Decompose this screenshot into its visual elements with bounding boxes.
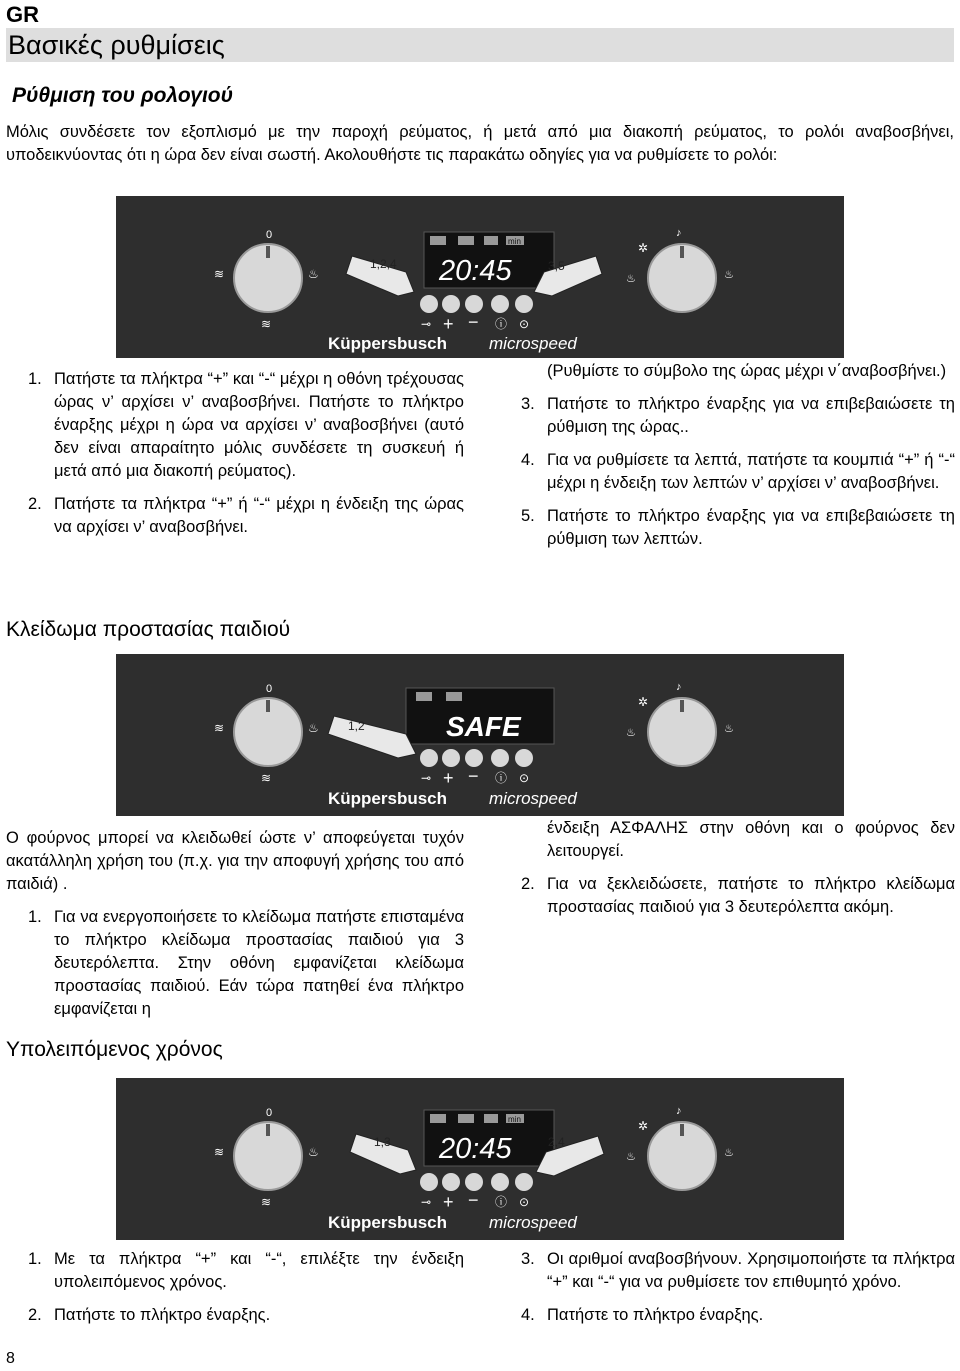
svg-text:♨: ♨ — [724, 1147, 734, 1159]
svg-text:⊸: ⊸ — [421, 317, 432, 331]
page-title: Βασικές ρυθμίσεις — [6, 28, 954, 62]
svg-text:⊙: ⊙ — [519, 317, 530, 331]
remaining-steps-left — [28, 1248, 464, 1337]
clock-intro: Μόλις συνδέσετε τον εξοπλισμό με την παροχή ρεύματος, ή μετά από μια διακοπή ρεύματος, το ρολόι αναβοσβήνει, υποδεικνύοντας ότι η ώρα δεν είναι σωστή. Ακολουθήστε τις παρακάτω οδηγίες για να ρυθμίσετε το ρολόι: — [6, 123, 954, 164]
svg-text:−: − — [468, 766, 479, 786]
list-item: (Ρυθμίστε το σύμβολο της ώρας μέχρι ν΄αναβοσβήνει.) — [547, 362, 947, 380]
language-code: GR — [6, 2, 39, 27]
finger-label-left: 1,2,4 — [370, 257, 397, 271]
svg-text:−: − — [468, 1190, 479, 1210]
svg-text:✲: ✲ — [638, 695, 649, 709]
svg-text:microspeed: microspeed — [489, 789, 577, 808]
svg-text:♨: ♨ — [308, 267, 319, 281]
list-item: 2. Πατήστε το πλήκτρο έναρξης. — [28, 1306, 271, 1324]
svg-text:✲: ✲ — [638, 1119, 649, 1133]
childlock-right — [521, 817, 955, 929]
childlock-intro: Ο φούρνος μπορεί να κλειδωθεί ώστε ν’ αποφεύγεται τυχόν ακατάλληλη χρήση του (π.χ. για την αποφυγή χρήσης του από παιδιά) . — [6, 829, 464, 893]
brand-label: Küppersbusch — [328, 334, 448, 353]
control-panel-remaining — [116, 1078, 844, 1240]
svg-text:♨: ♨ — [724, 269, 734, 281]
page-number: 8 — [6, 1350, 15, 1367]
childlock-left — [6, 827, 464, 1031]
svg-text:♨: ♨ — [626, 273, 636, 285]
list-item: 1. Για να ενεργοποιήσετε το κλείδωμα πατήστε επισταμένα το πλήκτρο κλείδωμα προστασίας παιδιού για 3 δευτερόλεπτα. Στην οθόνη εμφανίζεται κλείδωμα προστασίας παιδιού. Εάν τώρα πατηθεί ένα πλήκτρο εμφανίζεται η — [28, 908, 464, 1018]
section-heading-remaining: Υπολειπόμενος χρόνος — [6, 1038, 223, 1061]
svg-text:≋: ≋ — [214, 1145, 225, 1159]
control-panel-clock — [116, 196, 844, 358]
list-item: ένδειξη ΑΣΦΑΛΗΣ στην οθόνη και ο φούρνος δεν λειτουργεί. — [547, 819, 955, 860]
svg-text:ⓘ: ⓘ — [495, 771, 508, 785]
list-item: 3. Πατήστε το πλήκτρο έναρξης για να επιβεβαιώσετε τη ρύθμιση της ώρας.. — [521, 395, 955, 436]
svg-text:♨: ♨ — [626, 727, 636, 739]
finger-label-left: 1,2 — [348, 719, 365, 733]
svg-text:♨: ♨ — [308, 1145, 319, 1159]
display-time: 20:45 — [439, 1133, 512, 1165]
section-heading-childlock: Κλείδωμα προστασίας παιδιού — [6, 618, 291, 641]
svg-text:⊸: ⊸ — [421, 1195, 432, 1209]
svg-text:⊙: ⊙ — [519, 1195, 530, 1209]
list-item: 4. Πατήστε το πλήκτρο έναρξης. — [521, 1306, 764, 1324]
svg-text:≋: ≋ — [261, 771, 272, 785]
svg-text:0: 0 — [266, 683, 273, 695]
svg-text:min: min — [508, 237, 521, 246]
svg-text:♪: ♪ — [676, 227, 682, 239]
svg-text:Küppersbusch: Küppersbusch — [328, 789, 448, 808]
list-item: 1. Με τα πλήκτρα “+” και “-“, επιλέξτε την ένδειξη υπολειπόμενος χρόνος. — [28, 1250, 464, 1291]
remaining-steps-right — [521, 1248, 955, 1337]
svg-text:≋: ≋ — [214, 267, 225, 281]
knob-zero-label: 0 — [266, 229, 273, 241]
svg-text:Küppersbusch: Küppersbusch — [328, 1213, 448, 1232]
model-label: microspeed — [489, 334, 577, 353]
svg-text:+: + — [443, 314, 454, 334]
svg-text:≋: ≋ — [261, 1195, 272, 1209]
svg-text:microspeed: microspeed — [489, 1213, 577, 1232]
svg-text:0: 0 — [266, 1107, 273, 1119]
finger-label-right: 3,5 — [548, 259, 565, 273]
svg-text:+: + — [443, 768, 454, 788]
svg-text:♪: ♪ — [676, 681, 682, 693]
svg-text:⊸: ⊸ — [421, 771, 432, 785]
section-heading-clock: Ρύθμιση του ρολογιού — [12, 84, 234, 107]
svg-text:+: + — [443, 1192, 454, 1212]
svg-text:♨: ♨ — [308, 721, 319, 735]
clock-steps-left — [28, 368, 464, 549]
svg-text:≋: ≋ — [261, 317, 272, 331]
svg-text:ⓘ: ⓘ — [495, 1195, 508, 1209]
control-panel-childlock — [116, 654, 844, 816]
finger-label-left: 1,3 — [374, 1135, 391, 1149]
list-item: 1. Πατήστε τα πλήκτρα “+” και “-“ μέχρι η οθόνη τρέχουσας ώρας ν’ αρχίσει ν’ αναβοσβήνει. Πατήστε το πλήκτρο έναρξης μέχρι η ώρα να αρχίσει ν’ αναβοσβήνει (αυτό δεν είναι απαραίτητο μόλις συνδέσετε τη συσκευή ή μετά από μια διακοπή ρεύματος). — [28, 370, 464, 480]
svg-text:♨: ♨ — [626, 1151, 636, 1163]
clock-steps-right — [521, 360, 955, 561]
svg-text:min: min — [508, 1115, 521, 1124]
svg-text:♪: ♪ — [676, 1105, 682, 1117]
svg-text:≋: ≋ — [214, 721, 225, 735]
svg-text:ⓘ: ⓘ — [495, 317, 508, 331]
svg-text:✲: ✲ — [638, 241, 649, 255]
finger-label-right: 2,4 — [548, 1135, 565, 1149]
svg-text:⊙: ⊙ — [519, 771, 530, 785]
list-item: 5. Πατήστε το πλήκτρο έναρξης για να επιβεβαιώσετε τη ρύθμιση των λεπτών. — [521, 507, 955, 548]
svg-text:♨: ♨ — [724, 723, 734, 735]
svg-text:−: − — [468, 312, 479, 332]
list-item: 4. Για να ρυθμίσετε τα λεπτά, πατήστε τα κουμπιά “+” ή “-“ μέχρι η ένδειξη των λεπτών ν’ αρχίσει ν’ αναβοσβήνει. — [521, 451, 955, 492]
list-item: 2. Πατήστε τα πλήκτρα “+” ή “-“ μέχρι η ένδειξη της ώρας να αρχίσει ν’ αναβοσβήνει. — [28, 495, 464, 536]
list-item: 3. Οι αριθμοί αναβοσβήνουν. Χρησιμοποιήστε τα πλήκτρα “+” και “-“ για να ρυθμίσετε τον επιθυμητό χρόνο. — [521, 1250, 955, 1291]
list-item: 2. Για να ξεκλειδώσετε, πατήστε το πλήκτρο κλείδωμα προστασίας παιδιού για 3 δευτερόλεπτα ακόμη. — [521, 875, 955, 916]
display-safe: SAFE — [446, 711, 521, 742]
display-time: 20:45 — [439, 255, 512, 287]
